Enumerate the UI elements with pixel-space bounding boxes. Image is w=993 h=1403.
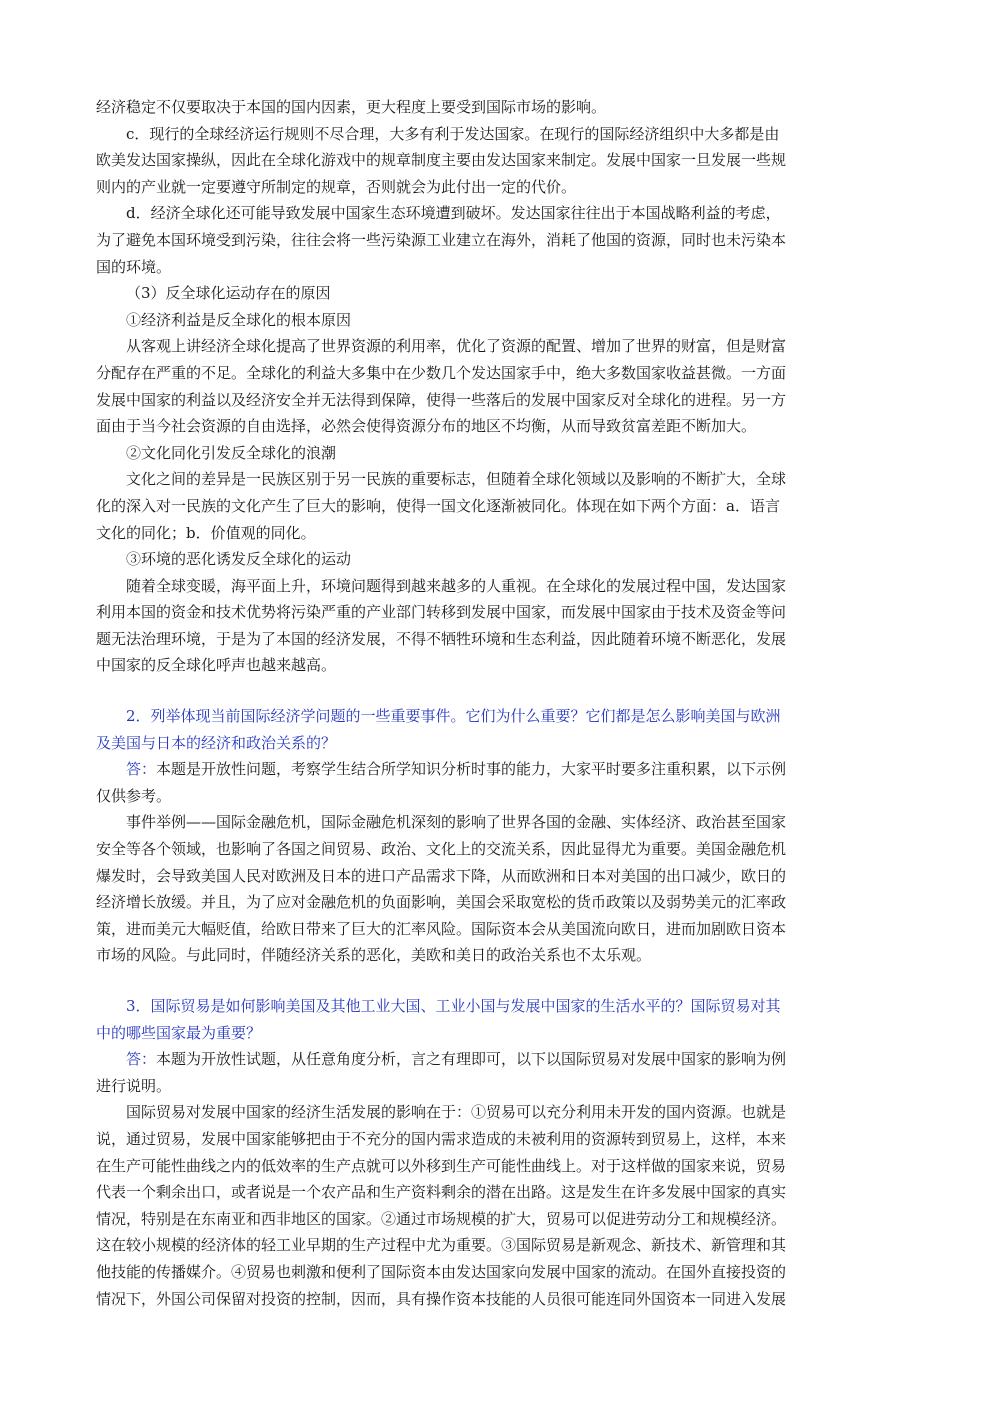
text-line: 经济增长放缓。并且，为了应对金融危机的负面影响，美国会采取宽松的货币政策以及弱势美元的汇率政 [96, 893, 787, 912]
text-paragraph [96, 333, 900, 439]
text-line: 进行说明。 [96, 1076, 172, 1095]
text-paragraph [96, 573, 900, 679]
text-paragraph [96, 280, 900, 307]
text-paragraph [96, 121, 900, 201]
text-line: 及美国与日本的经济和政治关系的？ [96, 733, 337, 752]
text-line: 代表一个剩余出口，或者说是一个农产品和生产资料剩余的潜在出路。这是发生在许多发展中国家的真实 [96, 1183, 787, 1202]
text-line: ②文化同化引发反全球化的浪潮 [126, 443, 337, 462]
text-line: 文化的同化；b．价值观的同化。 [96, 523, 316, 542]
answer-label: 答： [126, 1050, 157, 1069]
text-line: 爆发时，会导致美国人民对欧洲及日本的进口产品需求下降，从而欧洲和日本对美国的出口减少，欧日的 [96, 866, 787, 885]
text-line: 经济稳定不仅要取决于本国的国内因素，更大程度上要受到国际市场的影响。 [96, 98, 607, 116]
answer-text: 本题为开放性试题，从任意角度分析，言之有理即可，以下以国际贸易对发展中国家的影响为例 [156, 1050, 787, 1069]
text-paragraph [96, 440, 900, 467]
text-line: 在生产可能性曲线之内的低效率的生产点就可以外移到生产可能性曲线上。对于这样做的国家来说，贸易 [96, 1156, 787, 1175]
text-line: 情况下，外国公司保留对投资的控制，因而，具有操作资本技能的人员很可能连同外国资本一同进入发展 [96, 1289, 787, 1308]
text-line: 2．列举体现当前国际经济学问题的一些重要事件。它们为什么重要？它们都是怎么影响美国与欧洲 [126, 707, 781, 726]
document-page [96, 94, 900, 1312]
text-line: （3）反全球化运动存在的原因 [126, 284, 331, 303]
text-line: 安全等各个领域，也影响了各国之间贸易、政治、文化上的交流关系，因此显得尤为重要。美国金融危机 [96, 840, 787, 859]
text-line: 为了避免本国环境受到污染，往往会将一些污染源工业建立在海外，消耗了他国的资源，同时也未污染本 [96, 230, 787, 249]
text-paragraph [96, 546, 900, 573]
text-line: 国的环境。 [96, 257, 172, 276]
text-line: 化的深入对一民族的文化产生了巨大的影响，使得一国文化逐渐被同化。体现在如下两个方面：a．语言 [96, 496, 780, 515]
text-line: 事件举例——国际金融危机，国际金融危机深刻的影响了世界各国的金融、实体经济、政治甚至国家 [126, 813, 787, 832]
text-line: 则内的产业就一定要遵守所制定的规章，否则就会为此付出一定的代价。 [96, 177, 577, 196]
text-paragraph [96, 307, 900, 334]
question-paragraph [96, 703, 900, 756]
text-paragraph [96, 466, 900, 546]
text-line: 仅供参考。 [96, 786, 172, 805]
text-line: c．现行的全球经济运行规则不尽合理，大多有利于发达国家。在现行的国际经济组织中大多都是由 [126, 124, 780, 143]
text-paragraph [96, 809, 900, 969]
text-line: ③环境的恶化诱发反全球化的运动 [126, 550, 352, 569]
text-line: 国际贸易对发展中国家的经济生活发展的影响在于：①贸易可以充分利用未开发的国内资源。也就是 [126, 1103, 787, 1122]
text-line: ①经济利益是反全球化的根本原因 [126, 310, 352, 329]
answer-label: 答： [126, 760, 157, 779]
text-line: 随着全球变暖，海平面上升，环境问题得到越来越多的人重视。在全球化的发展过程中国，发达国家 [126, 576, 787, 595]
question-paragraph [96, 993, 900, 1046]
answer-paragraph [96, 1046, 900, 1099]
text-line: 发展中国家的利益以及经济安全并无法得到保障，使得一些落后的发展中国家反对全球化的进程。另一方 [96, 390, 787, 409]
text-line: d．经济全球化还可能导致发展中国家生态环境遭到破坏。发达国家往往出于本国战略利益的考虑， [126, 204, 781, 223]
text-line: 市场的风险。与此同时，伴随经济关系的恶化，美欧和美日的政治关系也不太乐观。 [96, 946, 652, 965]
text-line: 欧美发达国家操纵，因此在全球化游戏中的规章制度主要由发达国家来制定。发展中国家一旦发展一些规 [96, 151, 787, 170]
text-line: 题无法治理环境，于是为了本国的经济发展，不得不牺牲环境和生态利益，因此随着环境不断恶化，发展 [96, 629, 787, 648]
text-line: 利用本国的资金和技术优势将污染严重的产业部门转移到发展中国家，而发展中国家由于技术及资金等问 [96, 603, 787, 622]
answer-paragraph [96, 756, 900, 809]
text-paragraph [96, 200, 900, 280]
text-paragraph [96, 94, 900, 121]
text-line: 中国家的反全球化呼声也越来越高。 [96, 656, 337, 675]
text-line: 策，进而美元大幅贬值，给欧日带来了巨大的汇率风险。国际资本会从美国流向欧日，进而加剧欧日资本 [96, 919, 787, 938]
text-line [96, 1046, 900, 1073]
text-line: 3．国际贸易是如何影响美国及其他工业大国、工业小国与发展中国家的生活水平的？国际贸易对其 [126, 997, 781, 1015]
text-paragraph [96, 1099, 900, 1312]
text-line: 从客观上讲经济全球化提高了世界资源的利用率，优化了资源的配置、增加了世界的财富，但是财富 [126, 337, 787, 356]
answer-text: 本题是开放性问题，考察学生结合所学知识分析时事的能力，大家平时要多注重积累，以下示例 [156, 760, 787, 779]
text-line: 面由于当今社会资源的自由选择，必然会使得资源分布的地区不均衡，从而导致贫富差距不断加大。 [96, 417, 757, 436]
text-line: 这在较小规模的经济体的轻工业早期的生产过程中尤为重要。③国际贸易是新观念、新技术、新管理和其 [96, 1236, 787, 1255]
text-line: 他技能的传播媒介。④贸易也刺激和便利了国际资本由发达国家向发展中国家的流动。在国外直接投资的 [96, 1262, 787, 1281]
text-line: 说，通过贸易，发展中国家能够把由于不充分的国内需求造成的未被利用的资源转到贸易上，这样，本来 [96, 1129, 787, 1148]
text-line: 分配存在严重的不足。全球化的利益大多集中在少数几个发达国家手中，绝大多数国家收益甚微。一方面 [96, 363, 787, 382]
text-line: 中的哪些国家最为重要？ [96, 1023, 262, 1042]
text-line: 情况，特别是在东南亚和西非地区的国家。②通过市场规模的扩大，贸易可以促进劳动分工和规模经济。 [96, 1209, 787, 1228]
text-line [96, 756, 900, 783]
text-line: 文化之间的差异是一民族区别于另一民族的重要标志，但随着全球化领域以及影响的不断扩大，全球 [126, 470, 787, 489]
